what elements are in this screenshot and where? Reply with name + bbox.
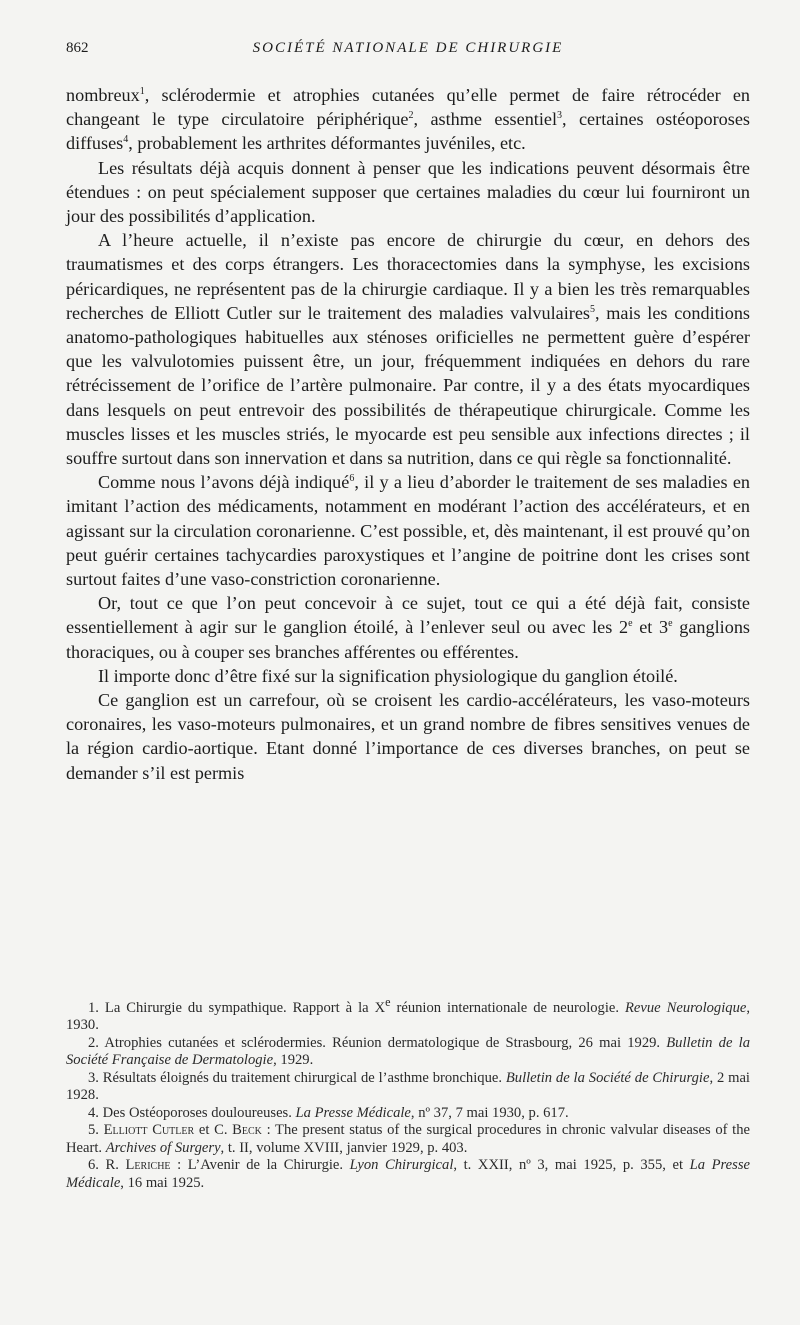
page-number: 862 bbox=[66, 40, 89, 56]
body-text bbox=[66, 83, 750, 785]
footnote-6: 6. R. Leriche : L’Avenir de la Chirurgie. Lyon Chirurgical, t. XXII, nº 3, mai 1925, p. 355, et La Presse Médicale, 16 mai 1925. bbox=[66, 1157, 750, 1191]
body-paragraph-3: A l’heure actuelle, il n’existe pas encore de chirurgie du cœur, en dehors des traumatismes et des corps étrangers. Les thoracectomies dans la symphyse, les excisions péricardiques, ne représentent pas de la chirurgie cardiaque. Il y a bien les très remarquables recherches de Elliott Cutler sur le traitement des maladies valvulaires$^5$, mais les conditions anatomo-pathologiques habituelles aux sténoses orificielles ne permettent guère d’espérer que les valvulotomies puissent être, un jour, fréquemment indiquées en dehors du rare rétrécissement de l’orifice de l’artère pulmonaire. Par contre, il y a des états myocardiques dans lesquels on peut entrevoir des possibilités de thérapeutique chirurgicale. Comme les muscles lisses et les muscles striés, le myocarde est peu sensible aux infections directes ; il souffre surtout dans son innervation et dans sa nutrition, dans ce qui règle sa fonctionnalité. bbox=[66, 230, 750, 469]
footnote-1: 1. La Chirurgie du sympathique. Rapport à la Xe réunion internationale de neurologie. Revue Neurologique, 1930. bbox=[66, 995, 750, 1034]
body-paragraph-1: nombreux$^1$, sclérodermie et atrophies cutanées qu’elle permet de faire rétrocéder en changeant le type circulatoire périphérique$^2$, asthme essentiel$^3$, certaines ostéoporoses diffuses$^4$, probablement les arthrites déformantes juvéniles, etc. bbox=[66, 85, 750, 154]
footnote-ref: 3 bbox=[557, 110, 563, 122]
footnote-ref: 6 bbox=[349, 473, 355, 485]
body-paragraph-4: Comme nous l’avons déjà indiqué$^6$, il y a lieu d’aborder le traitement de ses maladies en imitant l’action des médicaments, notamment en modérant l’action des accélérateurs, et en agissant sur la circulation coronarienne. C’est possible, et, dès maintenant, il est prouvé qu’on peut guérir certaines tachycardies paroxystiques et l’angine de poitrine dont les crises sont surtout faites d’une vaso-constriction coronarienne. bbox=[66, 472, 750, 590]
footnote-3: 3. Résultats éloignés du traitement chirurgical de l’asthme bronchique. Bulletin de la Société de Chirurgie, 2 mai 1928. bbox=[66, 1069, 750, 1104]
footnote-ref: 2 bbox=[408, 110, 414, 122]
footnote-ref: 5 bbox=[589, 303, 595, 315]
footnote-ref: 4 bbox=[123, 134, 129, 146]
page-header bbox=[66, 40, 750, 62]
footnote-ref: 1 bbox=[139, 86, 145, 97]
footnote-5: 5. Elliott Cutler et C. Beck : The present status of the surgical procedures in chronic valvular diseases of the Heart. Archives of Surgery, t. II, volume XVIII, janvier 1929, p. 403. bbox=[66, 1122, 750, 1156]
body-paragraph-2: Les résultats déjà acquis donnent à penser que les indications peuvent désormais être étendues : on peut spécialement supposer que certaines maladies du cœur lui fourniront un jour des possibilités d’application. bbox=[66, 157, 750, 227]
page bbox=[66, 40, 750, 1191]
footnote-4: 4. Des Ostéoporoses douloureuses. La Presse Médicale, nº 37, 7 mai 1930, p. 617. bbox=[88, 1104, 569, 1121]
body-paragraph-7: Ce ganglion est un carrefour, où se croisent les cardio-accélérateurs, les vaso-moteurs coronaires, les vaso-moteurs pulmonaires, et un grand nombre de fibres sensitives venues de la région cardio-aortique. Etant donné l’importance de ces diverses branches, on peut se demander s’il est permis bbox=[66, 690, 750, 783]
running-title: SOCIÉTÉ NATIONALE DE CHIRURGIE bbox=[252, 40, 564, 56]
body-paragraph-6: Il importe donc d’être fixé sur la signification physiologique du ganglion étoilé. bbox=[98, 665, 678, 686]
footnotes bbox=[66, 994, 750, 1192]
footnote-2: 2. Atrophies cutanées et sclérodermies. Réunion dermatologique de Strasbourg, 26 mai 1929. Bulletin de la Société Française de Dermatologie, 1929. bbox=[66, 1034, 750, 1069]
body-paragraph-5: Or, tout ce que l’on peut concevoir à ce sujet, tout ce qui a été déjà fait, consiste essentiellement à agir sur le ganglion étoilé, à l’enlever seul ou avec les 2e et 3e ganglions thoraciques, ou à couper ses branches afférentes ou efférentes. bbox=[66, 593, 750, 662]
